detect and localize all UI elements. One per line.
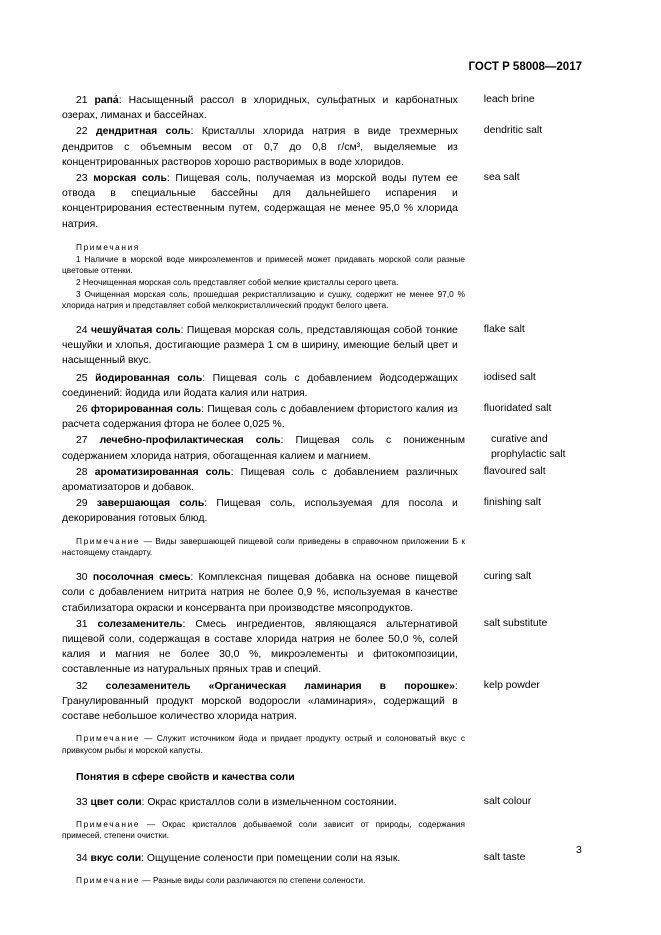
note-label: Примечание (76, 733, 141, 744)
term-name: йодированная соль (95, 372, 203, 384)
english-term: salt substitute (483, 617, 548, 629)
term-entry-29: 29 завершающая соль: Пищевая соль, используемая для посола и декорирования готовых блюд. finishing salt (62, 496, 582, 526)
note-title: Примечания (76, 241, 140, 252)
note-item: 3 Очищенная морская соль, прошедшая рекристаллизацию и сушку, содержит не менее 97,0 % хлорида натрия и представляет собой мелкокристаллический продукт белого цвета. (62, 288, 465, 311)
term-name: морская соль (93, 173, 167, 185)
note-item: 2 Неочищенная морская соль представляет собой мелкие кристаллы серого цвета. (76, 276, 399, 287)
term-name: цвет соли (90, 796, 142, 808)
note-block: Примечание — Разные виды соли различаются по степени солености. (76, 875, 366, 886)
term-entry-26: 26 фторированная соль: Пищевая соль с добавлением фтористого калия из расчета содержания фтора не более 0,025 %. fluoridated salt (62, 402, 582, 432)
section-title: Понятия в сфере свойств и качества соли (76, 771, 295, 783)
english-term: kelp powder (483, 679, 540, 691)
term-entry-33: 33 цвет соли: Окрас кристаллов соли в измельченном состоянии. salt colour (62, 795, 582, 810)
term-entry-27: 27 лечебно-профилактическая соль: Пищевая соль с пониженным содержанием хлорида натрия, обогащенная калием и магнием. curative and prophylactic salt (62, 433, 582, 463)
term-entry-30: 30 посолочная смесь: Комплексная пищевая добавка на основе пищевой соли с добавлением нитрита натрия не более 0,9 %, используемая в качестве стабилизатора окраски и консерванта при производстве мясопродуктов. curing salt (62, 570, 582, 616)
note-label: Примечание (76, 875, 141, 886)
english-term: salt colour (483, 795, 532, 807)
note-block: Примечание — Служит источником йода и придает продукту острый и солоноватый вкус с привкусом рыбы и морской капусты. (62, 733, 465, 755)
term-name: фторированная соль (90, 404, 202, 416)
english-term: dendritic salt (483, 125, 543, 137)
term-name: ароматизированная соль (94, 466, 231, 478)
english-term: curing salt (483, 571, 532, 583)
english-term: curative and prophylactic salt (491, 434, 566, 460)
english-term: leach brine (483, 94, 535, 105)
english-term: sea salt (483, 172, 520, 184)
english-term: iodised salt (483, 371, 536, 383)
english-term: fluoridated salt (483, 403, 552, 415)
term-entry-21: 21 рапа́: Насыщенный рассол в хлоридных, сульфатных и карбонатных озерах, лиманах и бассейнах. leach brine (62, 93, 582, 123)
english-term: salt taste (483, 852, 526, 864)
note-label: Примечание (76, 535, 141, 546)
term-name: солезаменитель «Органическая ламинария в порошке» (105, 680, 455, 692)
term-entry-31: 31 солезаменитель: Смесь ингредиентов, являющаяся альтернативой пищевой соли, содержащая в составе хлорида натрия не более 50,0 %, солей калия и магния не более 30,0 %, микроэлементы и фитокомпозиции, составленные из натуральных пряных трав и специй. salt substitute (62, 617, 582, 678)
note-item: 1 Наличие в морской воде микроэлементов и примесей может придавать морской соли разные цветовые оттенки. (62, 253, 465, 276)
english-term: finishing salt (483, 497, 541, 509)
term-name: дендритная соль (96, 126, 191, 138)
english-term: flavoured salt (483, 465, 546, 477)
terms-content (62, 93, 582, 887)
standard-header: ГОСТ Р 58008—2017 (468, 61, 582, 73)
term-name: солезаменитель (97, 618, 183, 630)
term-entry-25: 25 йодированная соль: Пищевая соль с добавлением йодсодержащих соединений: йодида или йодата калия или натрия. iodised salt (62, 371, 582, 401)
term-name: лечебно-профилактическая соль (99, 435, 281, 447)
term-name: рапа́ (94, 95, 119, 106)
note-block (62, 242, 465, 312)
term-name: чешуйчатая соль (90, 325, 181, 337)
page-number: 3 (576, 844, 582, 856)
term-name: завершающая соль (96, 498, 205, 510)
term-entry-34: 34 вкус соли: Ощущение солености при помещении соли на язык. salt taste (62, 851, 582, 866)
note-label: Примечание (76, 818, 141, 829)
term-entry-32: 32 солезаменитель «Органическая ламинария в порошке»: Гранулированный продукт морской водоросли «ламинария», содержащий в составе небольшое количество хлорида натрия. kelp powder (62, 679, 582, 725)
term-entry-28: 28 ароматизированная соль: Пищевая соль с добавлением различных ароматизаторов и добавок. flavoured salt (62, 465, 582, 495)
term-entry-23: 23 морская соль: Пищевая соль, получаемая из морской воды путем ее отвода в специальные бассейны для дальнейшего испарения и концентрирования естественным путем, содержащая не менее 95,0 % хлорида натрия. sea salt (62, 171, 582, 232)
term-name: посолочная смесь (92, 572, 191, 584)
note-block: Примечание — Окрас кристаллов добываемой соли зависит от природы, содержания примесей, степени очистки. (62, 818, 465, 841)
english-term: flake salt (483, 324, 525, 336)
note-block: Примечание — Виды завершающей пищевой соли приведены в справочном приложении Б к настоящему стандарту. (62, 535, 465, 558)
term-entry-24: 24 чешуйчатая соль: Пищевая морская соль, представляющая собой тонкие чешуйки и хлопья, достигающие размера 1 см в ширину, имеющие белый цвет и насыщенный вкус. flake salt (62, 323, 582, 369)
term-name: вкус соли (90, 853, 142, 865)
term-entry-22: 22 дендритная соль: Кристаллы хлорида натрия в виде трехмерных дендритов с объемным весом от 0,7 до 0,8 г/см³, выделяемые из концентрированных растворов хорошо растворимых в воде хлоридов. dendritic salt (62, 124, 582, 170)
